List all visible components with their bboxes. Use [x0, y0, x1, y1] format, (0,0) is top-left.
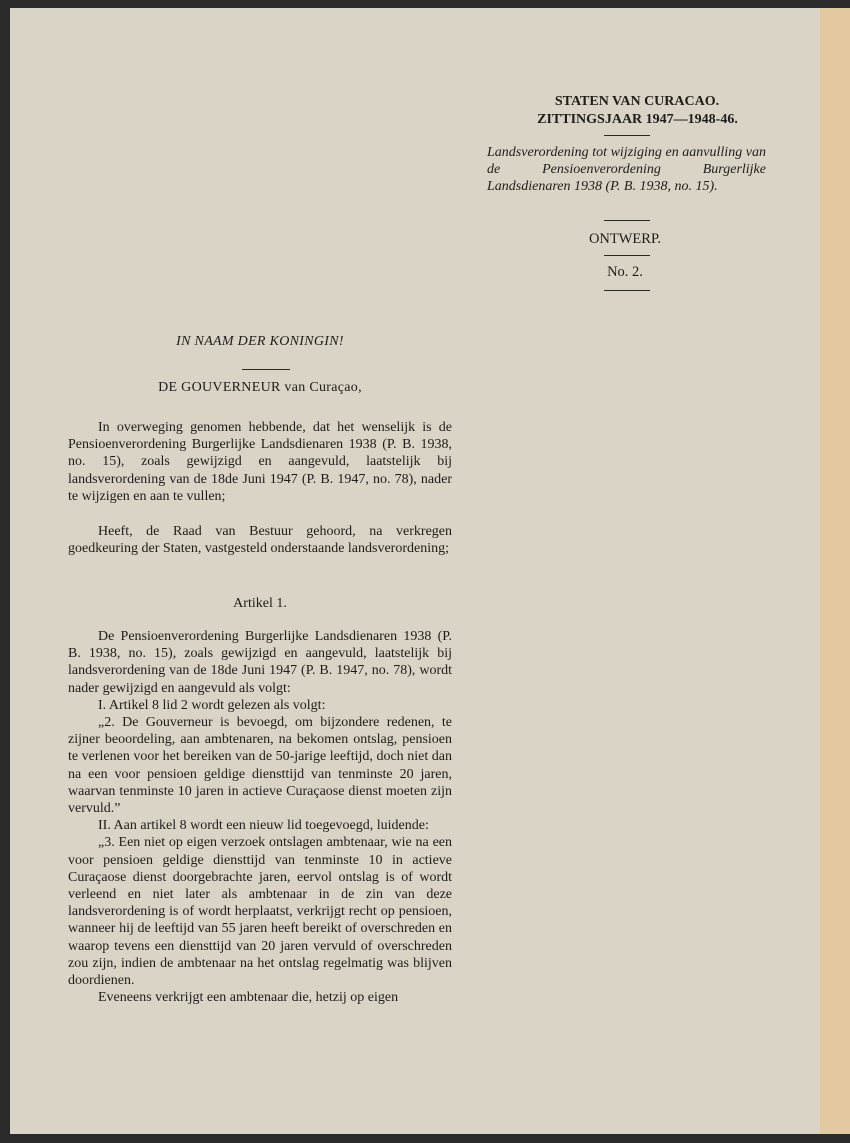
header-line-2: ZITTINGSJAAR 1947—1948-46.: [537, 112, 738, 127]
preamble-paragraph-2: Heeft, de Raad van Bestuur gehoord, na verkregen goedkeuring der Staten, vastgesteld onderstaande landsverordening;: [68, 524, 452, 557]
amendment-item-2-text: „3. Een niet op eigen verzoek ontslagen ambtenaar, wie na een voor pensioen geldige diensttijd van tenminste 10 in actieve Curaçaose dienst doorgebrachte jaren, eervol ontslag is of wordt verleend en niet later als ambtenaar in de zin van deze landsverordening is of wordt herplaatst, verkrijgt recht op pensioen, wanneer hij de leeftijd van 55 jaren heeft bereikt of overschreden en waarop tevens een diensttijd van 20 jaren vervuld of overschreden zou zijn, indien de ambtenaar na het ontslag regelmatig was blijven doordienen.: [68, 835, 452, 989]
paper-edge: [820, 8, 850, 1134]
amendment-item-1: I. Artikel 8 lid 2 wordt gelezen als volgt:: [98, 697, 326, 713]
document-number: No. 2.: [607, 264, 643, 280]
article-intro: De Pensioenverordening Burgerlijke Landsdienaren 1938 (P. B. 1938, no. 15), zoals gewijzigd en aangevuld, laatstelijk bij landsverordening van de 18de Juni 1947 (P. B. 1947, no. 78), wordt nader gewijzigd en aangevuld als volgt:: [68, 629, 452, 696]
amendment-item-1-text: „2. De Gouverneur is bevoegd, om bijzondere redenen, te zijner beoordeling, aan ambtenaren, na bekomen ontslag, pensioen te verlenen voor het bereiken van de 50-jarige leeftijd, doch niet dan na een voor pensioen geldige diensttijd van tenminste 20 jaren, waarvan tenminste 10 jaren in actieve Curaçaose dienst moeten zijn vervuld.”: [68, 715, 452, 817]
divider-1: [604, 135, 650, 136]
header-line-1: STATEN VAN CURACAO.: [554, 94, 720, 109]
article-heading: Artikel 1.: [233, 596, 287, 611]
divider-2: [604, 220, 650, 221]
ordinance-title: Landsverordening tot wijziging en aanvulling van de Pensioenverordening Burgerlijke Landsdienaren 1938 (P. B. 1938, no. 15).: [487, 145, 766, 194]
governor-heading: DE GOUVERNEUR van Curaçao,: [158, 380, 362, 395]
invocation: IN NAAM DER KONINGIN!: [176, 334, 344, 349]
divider-3: [604, 255, 650, 256]
continuation-line: Eveneens verkrijgt een ambtenaar die, hetzij op eigen: [98, 990, 399, 1006]
divider-5: [242, 369, 290, 370]
draft-status: ONTWERP.: [588, 231, 662, 247]
preamble-paragraph-1: In overweging genomen hebbende, dat het wenselijk is de Pensioenverordening Burgerlijke Landsdienaren 1938 (P. B. 1938, no. 15), zoals gewijzigd en aangevuld, laatstelijk bij landsverordening van de 18de Juni 1947 (P. B. 1947, no. 78), nader te wijzigen en aan te vullen;: [68, 420, 452, 504]
amendment-item-2: II. Aan artikel 8 wordt een nieuw lid toegevoegd, luidende:: [98, 818, 429, 834]
divider-4: [604, 290, 650, 291]
